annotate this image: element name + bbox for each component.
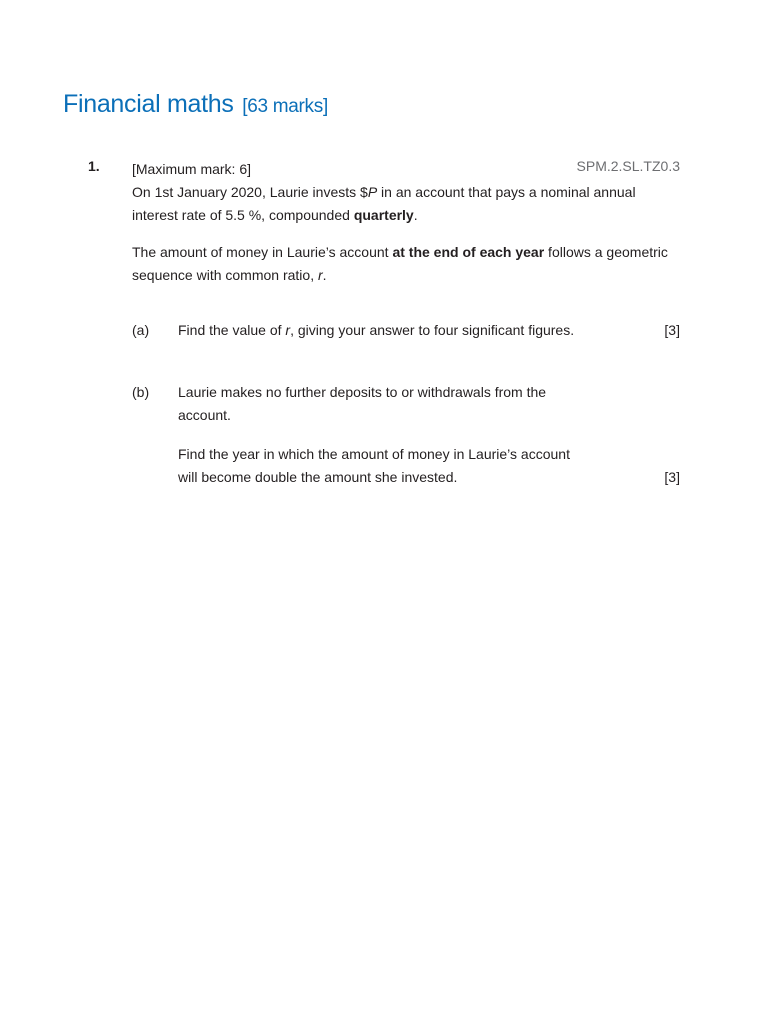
- question-number: 1.: [88, 158, 100, 174]
- part-a-mark: [3]: [664, 322, 680, 338]
- question-body: [132, 158, 680, 287]
- part-b-text: [178, 381, 578, 489]
- section-heading: [63, 90, 328, 119]
- question-stem-2: The amount of money in Laurie’s account at the end of each year follows a geometric sequence with common ratio, r.: [132, 244, 668, 283]
- part-a-text: Find the value of r, giving your answer to four significant figures.: [178, 322, 575, 338]
- variable-r: r: [285, 322, 291, 338]
- part-b-label: (b): [132, 384, 150, 400]
- section-title: Financial maths: [63, 90, 234, 118]
- part-a: [132, 319, 680, 342]
- variable-r: r: [317, 267, 323, 283]
- max-mark: [Maximum mark: 6]: [132, 161, 252, 177]
- part-b: [132, 381, 680, 489]
- question-code: SPM.2.SL.TZ0.3: [576, 158, 680, 174]
- emphasis-quarterly: quarterly: [353, 207, 414, 223]
- emphasis-end-of-year: at the end of each year: [392, 244, 545, 260]
- part-b-text-1: Laurie makes no further deposits to or withdrawals from the account.: [178, 384, 547, 423]
- section-marks: [63 marks]: [242, 96, 328, 117]
- part-a-label: (a): [132, 322, 150, 338]
- variable-p: P: [367, 184, 378, 200]
- part-b-mark: [3]: [664, 469, 680, 485]
- part-b-text-2: Find the year in which the amount of money in Laurie’s account will become double the amount she invested.: [178, 446, 570, 485]
- question-stem-1: On 1st January 2020, Laurie invests $P in an account that pays a nominal annual interest rate of 5.5 %, compounded quarterly.: [132, 184, 636, 223]
